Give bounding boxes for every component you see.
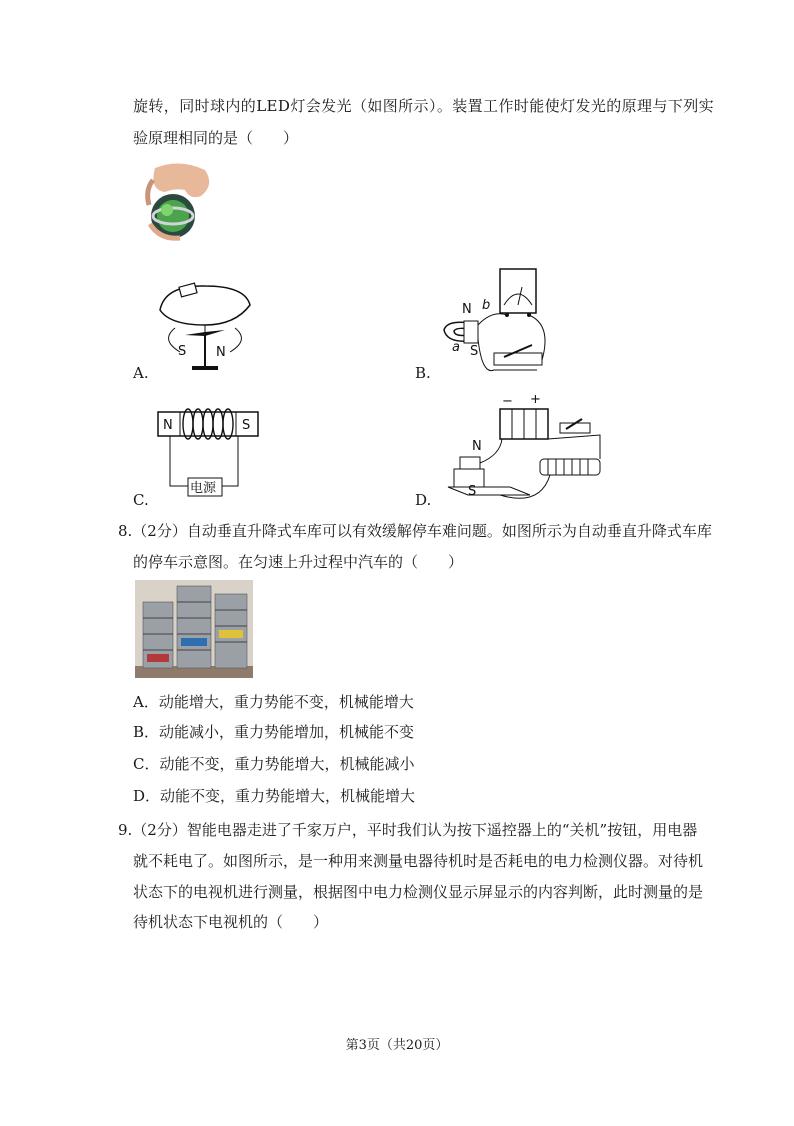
parking-garage-photo — [135, 580, 253, 678]
diagram-a-pole-n: N — [216, 345, 226, 360]
diagram-b-label-a: a — [452, 340, 460, 355]
q8-option-b: B．动能减小，重力势能增加，机械能不变 — [133, 723, 415, 741]
option-b-label: B. — [415, 364, 431, 382]
q8-text-line2: 的停车示意图。在匀速上升过程中汽车的（ ） — [133, 553, 464, 571]
q9-text-line4: 待机状态下电视机的（ ） — [133, 913, 329, 931]
q8-option-a: A．动能增大，重力势能不变，机械能增大 — [133, 693, 414, 711]
diagram-c-pole-s: S — [242, 418, 251, 433]
q9-text-line3: 状态下的电视机进行测量，根据图中电力检测仪显示屏显示的内容判断，此时测量的是 — [133, 883, 704, 901]
diagram-d-minus: − — [502, 395, 513, 409]
diagram-d-plus: + — [530, 395, 541, 407]
q7-text-line2: 验原理相同的是（ ） — [133, 129, 299, 147]
diagram-c-power: 电源 — [190, 481, 217, 496]
option-c-label: C. — [133, 491, 149, 509]
gyro-ball-photo — [135, 160, 215, 250]
diagram-b-induction — [432, 265, 562, 380]
diagram-d-pole-s: S — [468, 484, 477, 499]
q9-text-line2: 就不耗电了。如图所示，是一种用来测量电器待机时是否耗电的电力检测仪器。对待机 — [133, 852, 704, 870]
option-d-label: D. — [415, 491, 432, 509]
diagram-c-solenoid — [150, 400, 265, 500]
q8-text-line1: 8.（2分）自动垂直升降式车库可以有效缓解停车难问题。如图所示为自动垂直升降式车库 — [118, 522, 712, 540]
diagram-b-pole-n: N — [462, 302, 472, 317]
diagram-b-label-b: b — [482, 298, 491, 313]
diagram-d-motor — [440, 395, 610, 505]
option-a-label: A. — [133, 364, 149, 382]
diagram-b-pole-s: S — [470, 344, 479, 359]
page-footer: 第3页（共20页） — [345, 1038, 449, 1053]
diagram-a-oersted — [150, 280, 260, 380]
diagram-c-pole-n: N — [163, 418, 173, 433]
diagram-a-pole-s: S — [178, 344, 187, 359]
q8-option-c: C．动能不变，重力势能增大，机械能减小 — [133, 755, 415, 773]
diagram-d-pole-n: N — [472, 439, 482, 454]
q8-option-d: D．动能不变，重力势能增大，机械能增大 — [133, 787, 416, 805]
q9-text-line1: 9.（2分）智能电器走进了千家万户，平时我们认为按下遥控器上的“关机”按钮，用电器 — [118, 821, 698, 839]
q7-text-line1: 旋转，同时球内的LED灯会发光（如图所示）。装置工作时能使灯发光的原理与下列实 — [133, 97, 715, 115]
